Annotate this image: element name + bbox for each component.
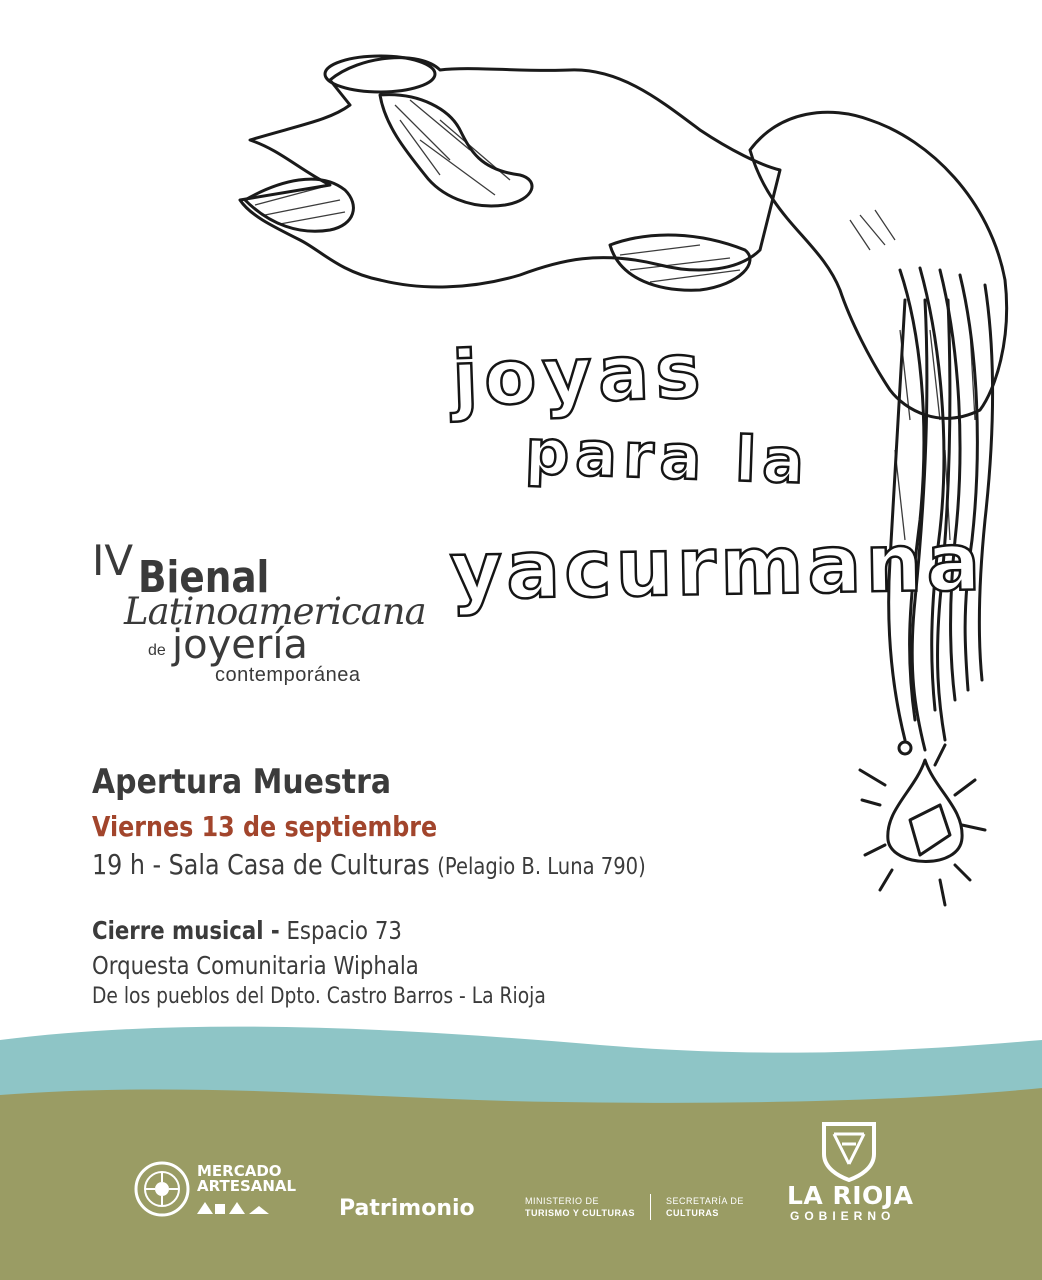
bienal-prefix: de [148,642,166,659]
patrimonio-logo: Patrimonio [339,1196,475,1221]
ministerio-line-1: MINISTERIO DE [525,1196,600,1206]
hatch-patch-3 [610,235,750,290]
mercado-line-2: ARTESANAL [197,1177,297,1195]
closing-line [92,916,402,945]
la-rioja-subtitle: GOBIERNO [790,1209,896,1223]
drop-outline [888,760,962,862]
bienal-title: Bienal [138,552,270,603]
mercado-artesanal-logo-icon [133,1160,191,1218]
footer-divider [650,1194,651,1220]
bone-knob [325,56,435,92]
handwritten-title-line-1: joyas [450,325,708,424]
footer-background [0,1010,1042,1280]
small-drop [899,742,911,754]
handwritten-title-line-2: para la [523,415,812,498]
bienal-word: joyería [172,622,308,668]
gourd-outline [750,112,1007,418]
closing-label: Cierre musical - [92,916,280,945]
la-rioja-shield-icon [820,1120,878,1182]
handwritten-title-line-3: yacurmana [449,515,986,618]
secretaria-line-2: CULTURAS [666,1208,719,1218]
hatch-patch-1 [380,95,532,206]
bienal-suffix: contemporánea [215,664,361,686]
ministerio-line-2: TURISMO Y CULTURAS [525,1208,636,1218]
la-rioja-title: LA RIOJA [787,1181,914,1210]
event-address: (Pelagio B. Luna 790) [437,854,646,880]
event-date: Viernes 13 de septiembre [92,810,438,843]
secretaria-line-1: SECRETARÍA DE [666,1196,744,1206]
bienal-number: IV [92,536,134,585]
bienal-subtitle: Latinoamericana [124,590,426,633]
event-time-place [92,848,646,881]
event-time-text: 19 h - Sala Casa de Culturas [92,848,430,881]
mercado-pattern-icon [197,1198,271,1216]
closing-orchestra: Orquesta Comunitaria Wiphala [92,951,419,980]
hatch-patch-2 [245,179,353,231]
closing-origin: De los pueblos del Dpto. Castro Barros - La Rioja [92,984,546,1009]
event-title: Apertura Muestra [92,762,392,802]
mercado-line-1: MERCADO [197,1162,282,1180]
closing-venue: Espacio 73 [286,916,402,945]
